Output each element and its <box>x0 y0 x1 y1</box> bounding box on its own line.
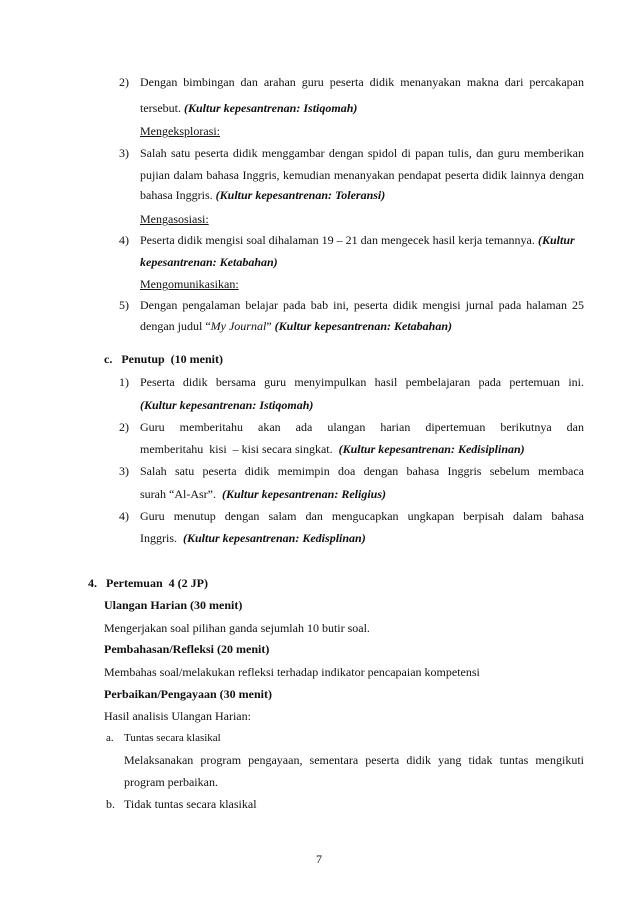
step-text: surah “Al-Asr”. <box>140 487 216 501</box>
step-number: 1) <box>119 375 129 389</box>
phase-label: Mengeksplorasi: <box>140 124 220 138</box>
step-text: Salah satu peserta didik menggambar dengan spidol di papan tulis, dan guru memberikan <box>140 146 584 160</box>
step-text: memberitahu kisi – kisi secara singkat. <box>140 442 333 456</box>
section-heading: 4. Pertemuan 4 (2 JP) <box>88 576 208 590</box>
paragraph: Membahas soal/melakukan refleksi terhadap indikator pencapaian kompetensi <box>104 665 480 679</box>
step-text: Inggris. <box>140 531 177 545</box>
step-text: Guru memberitahu akan ada ulangan harian dipertemuan berikutnya dan <box>140 420 584 434</box>
journal-title: My Journal <box>210 319 267 333</box>
subsection-heading: Pembahasan/Refleksi (20 menit) <box>104 642 270 656</box>
step-number: 4) <box>119 233 129 247</box>
step-number: 2) <box>119 420 129 434</box>
subsection-heading: Ulangan Harian (30 menit) <box>104 598 243 612</box>
culture-tag: (Kultur kepesantrenan: Istiqomah) <box>140 398 314 412</box>
step-text: Dengan pengalaman belajar pada bab ini, peserta didik mengisi jurnal pada halaman 25 <box>140 298 584 312</box>
paragraph: program perbaikan. <box>124 775 218 789</box>
culture-tag: (Kultur kepesantrenan: Kedisplinan) <box>183 531 366 545</box>
step-text: dengan judul “ <box>140 319 211 333</box>
paragraph: Mengerjakan soal pilihan ganda sejumlah 10 butir soal. <box>104 621 370 635</box>
paragraph: Melaksanakan program pengayaan, sementara peserta didik yang tidak tuntas mengikuti <box>124 753 584 767</box>
step-number: 3) <box>119 146 129 160</box>
list-title: Tuntas secara klasikal <box>124 732 221 744</box>
step-text: bahasa Inggris. <box>140 188 213 202</box>
step-text: Guru menutup dengan salam dan mengucapkan ungkapan berpisah dalam bahasa <box>140 509 584 523</box>
step-text: Salah satu peserta didik memimpin doa dengan bahasa Inggris sebelum membaca <box>140 464 584 478</box>
step-text: Peserta didik mengisi soal dihalaman 19 – 21 dan mengecek hasil kerja temannya. <box>140 233 535 247</box>
step-number: 4) <box>119 509 129 523</box>
paragraph: Hasil analisis Ulangan Harian: <box>104 709 251 723</box>
step-text: pujian dalam bahasa Inggris, kemudian menanyakan pendapat peserta didik lainnya dengan <box>140 168 584 182</box>
section-heading: c. Penutup (10 menit) <box>104 352 223 366</box>
culture-tag: (Kultur kepesantrenan: Toleransi) <box>215 188 386 202</box>
step-number: 2) <box>119 75 129 89</box>
phase-label: Mengomunikasikan: <box>140 277 239 291</box>
step-text: ” <box>266 319 272 333</box>
phase-label: Mengasosiasi: <box>140 212 209 226</box>
culture-tag: (Kultur <box>538 233 575 247</box>
step-number: 5) <box>119 298 129 312</box>
list-label: a. <box>106 732 114 744</box>
step-text: Peserta didik bersama guru menyimpulkan hasil pembelajaran pada pertemuan ini. <box>140 375 584 389</box>
page-number: 7 <box>316 852 322 866</box>
subsection-heading: Perbaikan/Pengayaan (30 menit) <box>104 687 272 701</box>
culture-tag: (Kultur kepesantrenan: Ketabahan) <box>274 319 453 333</box>
list-title: Tidak tuntas secara klasikal <box>124 797 257 811</box>
step-text: Dengan bimbingan dan arahan guru peserta didik menanyakan makna dari percakapan <box>140 75 584 89</box>
step-text: tersebut. <box>140 101 181 115</box>
list-label: b. <box>106 797 115 811</box>
step-number: 3) <box>119 464 129 478</box>
culture-tag: (Kultur kepesantrenan: Istiqomah) <box>184 101 358 115</box>
culture-tag: (Kultur kepesantrenan: Religius) <box>221 487 387 501</box>
culture-tag: (Kultur kepesantrenan: Kedisiplinan) <box>338 442 525 456</box>
culture-tag: kepesantrenan: Ketabahan) <box>140 255 278 269</box>
